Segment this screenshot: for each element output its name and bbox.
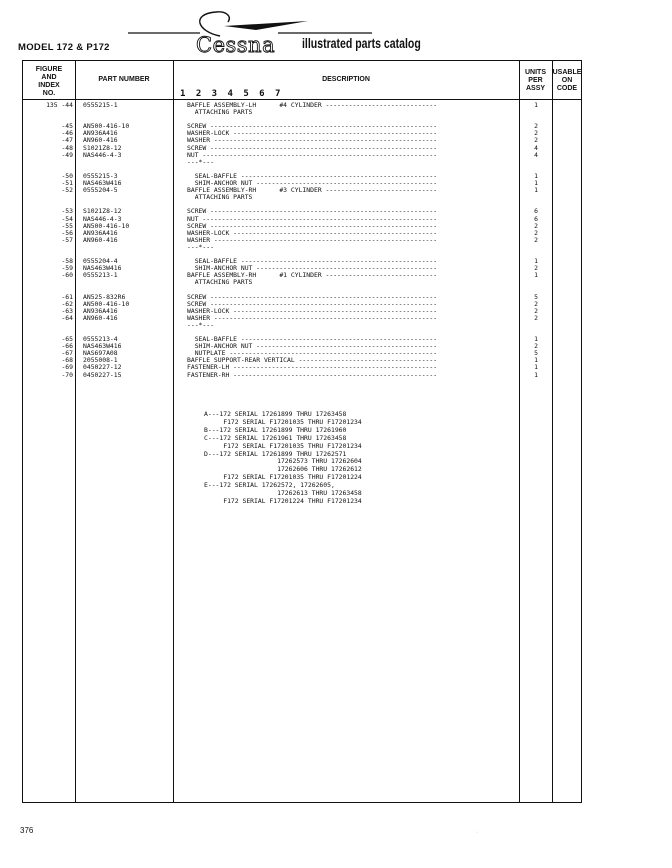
units-per-assy: 6 xyxy=(534,207,538,216)
units-per-assy: 1 xyxy=(534,363,538,372)
units-per-assy: 2 xyxy=(534,136,538,145)
table-row xyxy=(23,109,581,116)
table-row xyxy=(23,159,581,166)
units-per-assy: 2 xyxy=(534,313,538,322)
page-number: 376 xyxy=(20,826,34,835)
serial-note-line: E---172 SERIAL 17262572, 17262605, xyxy=(204,481,335,490)
part-number: NAS463W416 xyxy=(83,179,122,188)
part-number: 0555213-4 xyxy=(83,335,118,344)
table-body xyxy=(23,102,581,379)
part-number: AN936A416 xyxy=(83,228,118,237)
units-per-assy: 1 xyxy=(534,356,538,365)
part-number: S1021Z8-12 xyxy=(83,207,122,216)
description: SCREW ----------------------------------------------------------- xyxy=(187,143,438,152)
units-per-assy: 1 xyxy=(534,271,538,280)
table-row xyxy=(23,102,581,109)
part-number: AN500-416-10 xyxy=(83,122,130,131)
figure-index: -51 xyxy=(61,179,73,188)
figure-index: -53 xyxy=(61,207,73,216)
serial-note-line: C---172 SERIAL 17261961 THRU 17263458 xyxy=(204,433,347,442)
description: SHIM-ANCHOR NUT ----------------------------------------------- xyxy=(187,264,438,273)
part-number: 2055008-1 xyxy=(83,356,118,365)
parts-table xyxy=(22,60,582,803)
part-number: 0555204-5 xyxy=(83,186,118,195)
description: NUT ------------------------------------------------------------- xyxy=(187,214,438,223)
units-per-assy: 4 xyxy=(534,150,538,159)
units-per-assy: 5 xyxy=(534,292,538,301)
serial-note-line: 17262573 THRU 17262604 xyxy=(204,457,362,466)
units-per-assy: 2 xyxy=(534,129,538,138)
description: ---*--- xyxy=(187,320,214,329)
units-per-assy: 1 xyxy=(534,186,538,195)
description: WASHER ---------------------------------------------------------- xyxy=(187,136,438,145)
serial-note-line: B---172 SERIAL 17261899 THRU 17261960 xyxy=(204,425,347,434)
figure-index: -67 xyxy=(61,349,73,358)
description: SHIM-ANCHOR NUT ----------------------------------------------- xyxy=(187,342,438,351)
description: SEAL-BAFFLE --------------------------------------------------- xyxy=(187,171,438,180)
description: SCREW ----------------------------------------------------------- xyxy=(187,207,438,216)
description: SEAL-BAFFLE --------------------------------------------------- xyxy=(187,335,438,344)
units-per-assy: 1 xyxy=(534,370,538,379)
indent-level-digits: 1 2 3 4 5 6 7 xyxy=(180,89,283,99)
units-per-assy: 2 xyxy=(534,228,538,237)
figure-index: -50 xyxy=(61,171,73,180)
figure-index: -59 xyxy=(61,264,73,273)
units-per-assy: 2 xyxy=(534,342,538,351)
figure-column-header: FIGURE AND INDEX NO. xyxy=(35,66,63,97)
part-number: AN936A416 xyxy=(83,306,118,315)
description: NUTPLATE ------------------------------------------------------ xyxy=(187,349,438,358)
cessna-logo xyxy=(128,6,428,57)
units-per-assy: 1 xyxy=(534,335,538,344)
part-number: NAS463W416 xyxy=(83,264,122,273)
description: BAFFLE SUPPORT-REAR VERTICAL ------------------------------------ xyxy=(187,356,438,365)
figure-index: -48 xyxy=(61,143,73,152)
description: WASHER-LOCK ----------------------------------------------------- xyxy=(187,228,438,237)
units-per-assy: 2 xyxy=(534,299,538,308)
table-row xyxy=(23,194,581,201)
figure-index: 135 -44 xyxy=(46,101,73,109)
table-row xyxy=(23,152,581,159)
figure-index: -70 xyxy=(61,370,73,379)
figure-index: -63 xyxy=(61,306,73,315)
description-column-header: DESCRIPTION xyxy=(322,76,370,83)
description: WASHER-LOCK ----------------------------------------------------- xyxy=(187,129,438,138)
units-per-assy: 5 xyxy=(534,349,538,358)
part-number: 0555213-1 xyxy=(83,271,118,280)
figure-index: -65 xyxy=(61,335,73,344)
description: ATTACHING PARTS xyxy=(187,108,253,117)
figure-index: -55 xyxy=(61,221,73,230)
figure-index: -62 xyxy=(61,299,73,308)
part-number: NAS697A08 xyxy=(83,349,118,358)
description: SCREW ----------------------------------------------------------- xyxy=(187,292,438,301)
description: ---*--- xyxy=(187,157,214,166)
description: BAFFLE ASSEMBLY-RH #1 CYLINDER ----------------------------- xyxy=(187,271,438,280)
units-per-assy: 2 xyxy=(534,306,538,315)
description: BAFFLE ASSEMBLY-LH #4 CYLINDER ----------------------------- xyxy=(187,101,438,109)
figure-index: -54 xyxy=(61,214,73,223)
units-per-assy: 1 xyxy=(534,101,538,109)
description: SCREW ----------------------------------------------------------- xyxy=(187,221,438,230)
brand-wordmark: Cessna xyxy=(196,33,276,57)
units-per-assy: 4 xyxy=(534,143,538,152)
table-row xyxy=(23,272,581,279)
table-row xyxy=(23,372,581,379)
part-number: AN500-416-10 xyxy=(83,299,130,308)
part-number: 0450227-12 xyxy=(83,363,122,372)
figure-index: -69 xyxy=(61,363,73,372)
table-row xyxy=(23,237,581,244)
units-column-header: UNITS PER ASSY xyxy=(525,69,546,92)
part-number: AN500-416-10 xyxy=(83,221,130,230)
description: WASHER ---------------------------------------------------------- xyxy=(187,313,438,322)
table-row xyxy=(23,322,581,329)
description: NUT ------------------------------------------------------------- xyxy=(187,150,438,159)
figure-index: -45 xyxy=(61,122,73,131)
model-title: MODEL 172 & P172 xyxy=(18,42,110,53)
serial-note-line: F172 SERIAL F17201035 THRU F17201224 xyxy=(204,473,362,482)
table-row xyxy=(23,279,581,286)
part-number: 0555204-4 xyxy=(83,257,118,266)
units-per-assy: 1 xyxy=(534,257,538,266)
serial-note-line: F172 SERIAL F17201035 THRU F17201234 xyxy=(204,417,362,426)
description: SCREW ----------------------------------------------------------- xyxy=(187,299,438,308)
table-row xyxy=(23,315,581,322)
units-per-assy: 2 xyxy=(534,221,538,230)
units-per-assy: 1 xyxy=(534,171,538,180)
description: FASTENER-LH ----------------------------------------------------- xyxy=(187,363,438,372)
figure-index: -58 xyxy=(61,257,73,266)
description: WASHER-LOCK ----------------------------------------------------- xyxy=(187,306,438,315)
description: WASHER ---------------------------------------------------------- xyxy=(187,235,438,244)
catalog-subtitle: illustrated parts catalog xyxy=(302,36,421,51)
figure-index: -61 xyxy=(61,292,73,301)
part-number: AN936A416 xyxy=(83,129,118,138)
part-number: 0555215-1 xyxy=(83,101,118,109)
figure-index: -56 xyxy=(61,228,73,237)
figure-index: -60 xyxy=(61,271,73,280)
figure-index: -52 xyxy=(61,186,73,195)
header-rule xyxy=(23,99,581,100)
units-per-assy: 6 xyxy=(534,214,538,223)
serial-note-line: A---172 SERIAL 17261899 THRU 17263458 xyxy=(204,410,347,418)
units-per-assy: 1 xyxy=(534,179,538,188)
part-number: NAS446-4-3 xyxy=(83,214,122,223)
description: ATTACHING PARTS xyxy=(187,278,253,287)
description: BAFFLE ASSEMBLY-RH #3 CYLINDER ----------------------------- xyxy=(187,186,438,195)
figure-index: -46 xyxy=(61,129,73,138)
figure-index: -49 xyxy=(61,150,73,159)
description: SHIM-ANCHOR NUT ----------------------------------------------- xyxy=(187,179,438,188)
figure-index: -66 xyxy=(61,342,73,351)
part-number: 0450227-15 xyxy=(83,370,122,379)
part-number: AN960-416 xyxy=(83,235,118,244)
description: SCREW ----------------------------------------------------------- xyxy=(187,122,438,131)
part-number: AN960-416 xyxy=(83,313,118,322)
serial-note-line: 17262613 THRU 17263458 xyxy=(204,489,362,498)
table-row xyxy=(23,244,581,251)
serial-note-line: D---172 SERIAL 17261899 THRU 17262571 xyxy=(204,449,347,458)
part-number: S1021Z8-12 xyxy=(83,143,122,152)
description: ---*--- xyxy=(187,242,214,251)
description: ATTACHING PARTS xyxy=(187,193,253,202)
serial-note-line: 17262606 THRU 17262612 xyxy=(204,465,362,474)
figure-index: -68 xyxy=(61,356,73,365)
figure-index: -57 xyxy=(61,235,73,244)
part-number: NAS446-4-3 xyxy=(83,150,122,159)
serial-notes xyxy=(204,411,362,506)
figure-index: -47 xyxy=(61,136,73,145)
units-per-assy: 2 xyxy=(534,122,538,131)
part-number: AN960-416 xyxy=(83,136,118,145)
part-number: 0555215-3 xyxy=(83,171,118,180)
table-row xyxy=(23,187,581,194)
serial-note-line: F172 SERIAL F17201224 THRU F17201234 xyxy=(204,496,362,505)
scan-speck: · xyxy=(476,829,479,836)
description: FASTENER-RH ----------------------------------------------------- xyxy=(187,370,438,379)
figure-index: -64 xyxy=(61,313,73,322)
units-per-assy: 2 xyxy=(534,264,538,273)
usable-code-column-header: USABLE ON CODE xyxy=(552,69,582,92)
units-per-assy: 2 xyxy=(534,235,538,244)
part-number: NAS463W416 xyxy=(83,342,122,351)
description: SEAL-BAFFLE --------------------------------------------------- xyxy=(187,257,438,266)
part-number-column-header: PART NUMBER xyxy=(98,76,150,83)
serial-note-line: F172 SERIAL F17201035 THRU F17201234 xyxy=(204,441,362,450)
part-number: AN525-832R6 xyxy=(83,292,126,301)
